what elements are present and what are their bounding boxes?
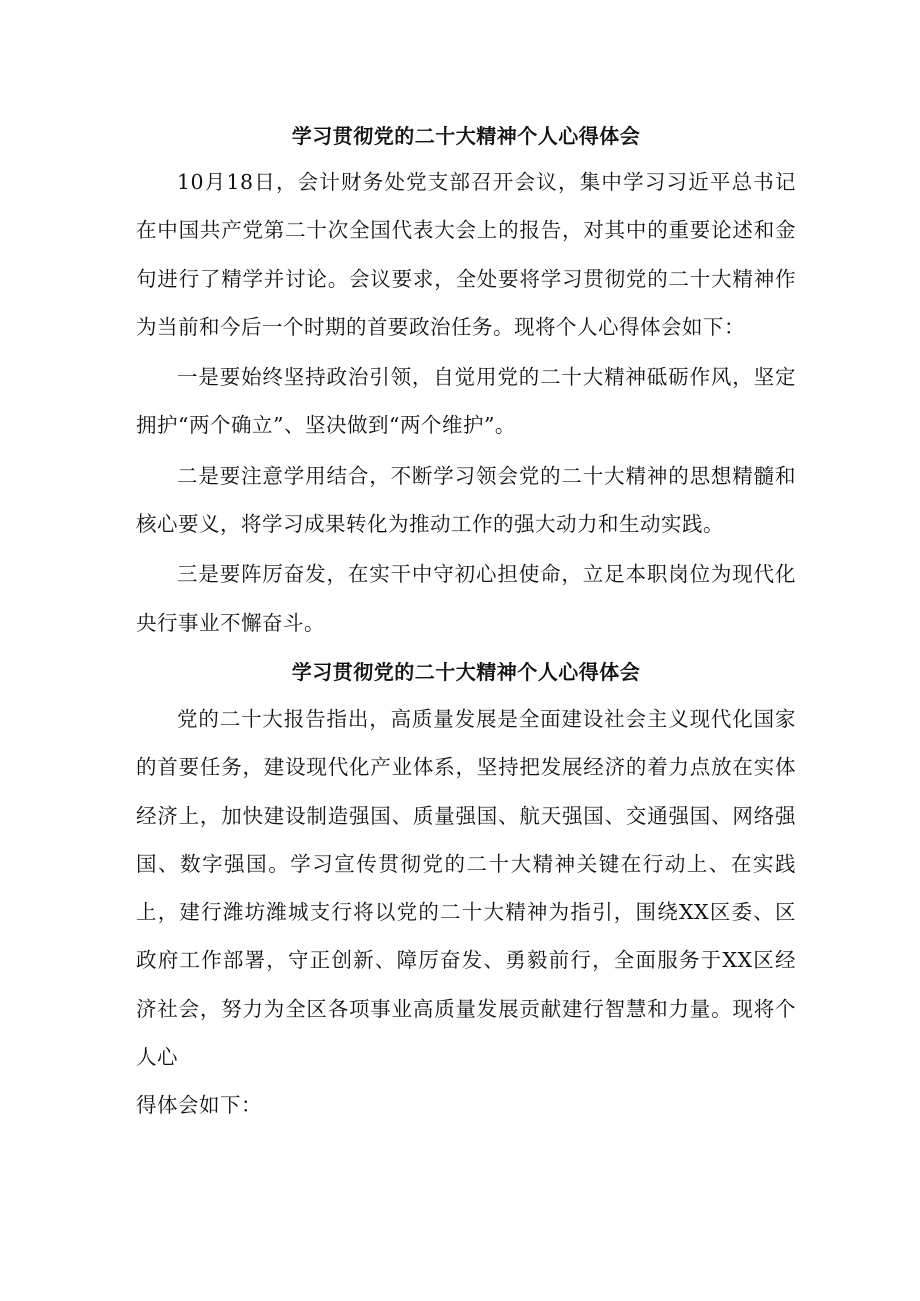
section-1-paragraph-4: 三是要阵厉奋发，在实干中守初心担使命，立足本职岗位为现代化央行事业不懈奋斗。 (136, 562, 796, 635)
section-2-paragraph-tail: 得体会如下： (136, 1093, 262, 1118)
section-1-paragraph-1: 10月18日，会计财务处党支部召开会议，集中学习习近平总书记在中国共产党第二十次全国代表大会上的报告，对其中的重要论述和金句进行了精学并讨论。会议要求，全处要将学习贯彻党的二十大精神作为当前和今后一个时期的首要政治任务。现将个人心得体会如下： (136, 170, 796, 339)
document-body (136, 118, 796, 1130)
section-1-paragraph-3: 二是要注意学用结合，不断学习领会党的二十大精神的思想精髓和核心要义，将学习成果转化为推动工作的强大动力和生动实践。 (136, 463, 796, 537)
section-2-title: 学习贯彻党的二十大精神个人心得体会 (291, 659, 641, 684)
section-2-paragraph-1: 党的二十大报告指出，高质量发展是全面建设社会主义现代化国家的首要任务，建设现代化产业体系，坚持把发展经济的着力点放在实体经济上，加快建设制造强国、质量强国、航天强国、交通强国、网络强国、数字强国。学习宣传贯彻党的二十大精神关键在行动上、在实践上，建行潍坊潍城支行将以党的二十大精神为指引，围绕XX区委、区政府工作部署，守正创新、障厉奋发、勇毅前行，全面服务于XX区经济社会，努力为全区各项事业高质量发展贡献建行智慧和力量。现将个人心 (136, 706, 796, 1070)
section-1-paragraph-2: 一是要始终坚持政治引领，自觉用党的二十大精神砥砺作风，坚定拥护“两个确立”、坚决做到“两个维护”。 (136, 365, 796, 438)
section-1-title: 学习贯彻党的二十大精神个人心得体会 (291, 124, 641, 148)
